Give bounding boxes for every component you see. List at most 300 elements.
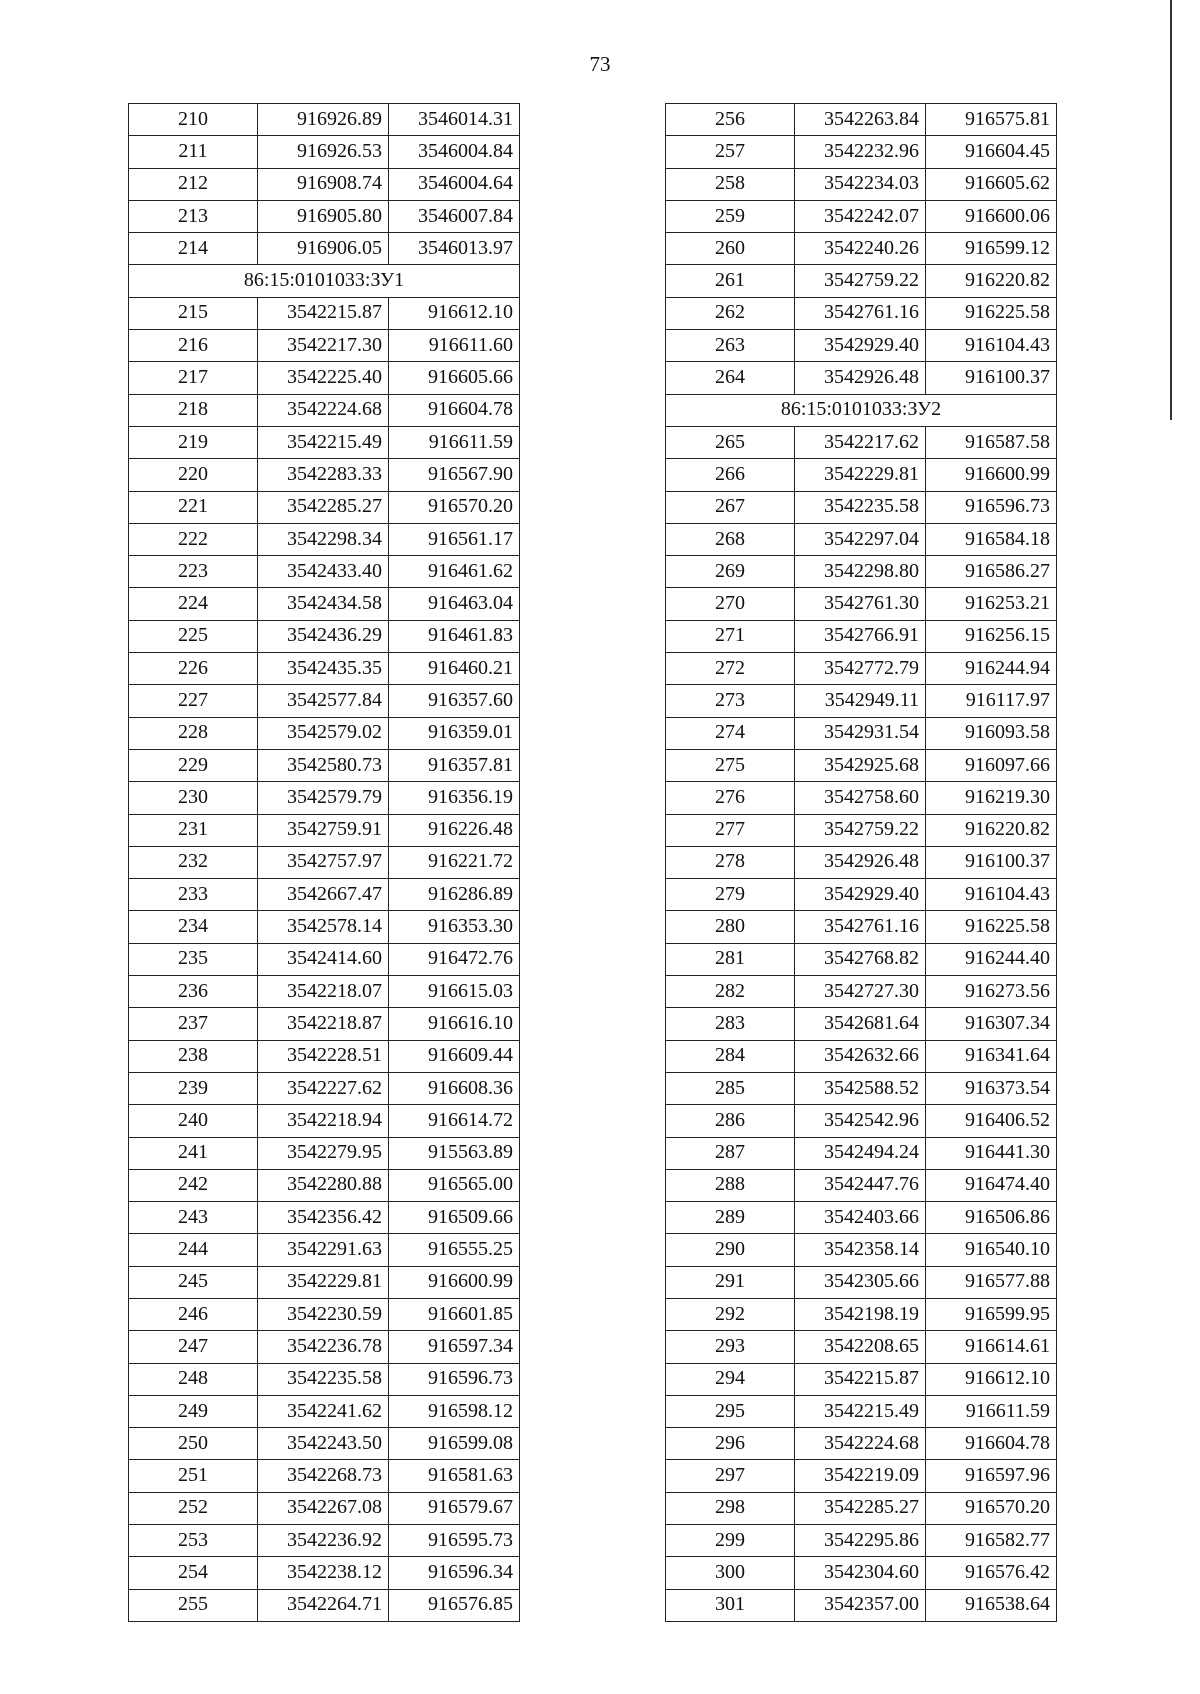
coordinate-a-cell: 3542215.87 — [258, 297, 389, 329]
coordinate-a-cell: 3542219.09 — [795, 1460, 926, 1492]
coordinate-b-cell: 916474.40 — [926, 1169, 1057, 1201]
coordinate-a-cell: 3542217.62 — [795, 426, 926, 458]
coordinate-b-cell: 916225.58 — [926, 911, 1057, 943]
coordinate-b-cell: 916273.56 — [926, 976, 1057, 1008]
point-number-cell: 275 — [666, 749, 795, 781]
coordinate-b-cell: 916600.06 — [926, 200, 1057, 232]
table-row — [129, 1460, 520, 1492]
coordinate-a-cell: 3542235.58 — [795, 491, 926, 523]
coordinate-b-cell: 3546014.31 — [389, 104, 520, 136]
point-number-cell: 247 — [129, 1331, 258, 1363]
coordinate-b-cell: 916220.82 — [926, 265, 1057, 297]
point-number-cell: 222 — [129, 523, 258, 555]
coordinate-b-cell: 916604.45 — [926, 136, 1057, 168]
point-number-cell: 226 — [129, 653, 258, 685]
coordinate-b-cell: 916220.82 — [926, 814, 1057, 846]
coordinate-a-cell: 3542542.96 — [795, 1105, 926, 1137]
table-row — [666, 1557, 1057, 1589]
table-row — [666, 1234, 1057, 1266]
point-number-cell: 289 — [666, 1202, 795, 1234]
coordinate-a-cell: 3542229.81 — [795, 459, 926, 491]
coordinate-a-cell: 3542759.22 — [795, 814, 926, 846]
table-row — [666, 976, 1057, 1008]
point-number-cell: 274 — [666, 717, 795, 749]
coordinate-b-cell: 916609.44 — [389, 1040, 520, 1072]
table-row — [666, 943, 1057, 975]
point-number-cell: 293 — [666, 1331, 795, 1363]
coordinate-a-cell: 3542218.07 — [258, 976, 389, 1008]
point-number-cell: 259 — [666, 200, 795, 232]
point-number-cell: 244 — [129, 1234, 258, 1266]
table-row — [666, 1363, 1057, 1395]
coordinate-a-cell: 3542264.71 — [258, 1589, 389, 1621]
table-row — [129, 1298, 520, 1330]
table-row — [129, 976, 520, 1008]
coordinate-b-cell: 916599.08 — [389, 1428, 520, 1460]
point-number-cell: 257 — [666, 136, 795, 168]
coordinate-a-cell: 3542215.49 — [795, 1395, 926, 1427]
table-row — [129, 846, 520, 878]
coordinate-b-cell: 916461.83 — [389, 620, 520, 652]
point-number-cell: 297 — [666, 1460, 795, 1492]
table-row — [666, 297, 1057, 329]
point-number-cell: 266 — [666, 459, 795, 491]
coordinate-a-cell: 3542236.78 — [258, 1331, 389, 1363]
table-row — [129, 491, 520, 523]
coordinate-a-cell: 3542588.52 — [795, 1072, 926, 1104]
section-header-row — [129, 265, 520, 297]
point-number-cell: 219 — [129, 426, 258, 458]
coordinate-b-cell: 916608.36 — [389, 1072, 520, 1104]
point-number-cell: 285 — [666, 1072, 795, 1104]
point-number-cell: 298 — [666, 1492, 795, 1524]
table-row — [129, 1137, 520, 1169]
coordinate-b-cell: 916506.86 — [926, 1202, 1057, 1234]
point-number-cell: 210 — [129, 104, 258, 136]
coordinate-a-cell: 3542285.27 — [258, 491, 389, 523]
table-row — [129, 1557, 520, 1589]
coordinate-a-cell: 3542304.60 — [795, 1557, 926, 1589]
coordinate-a-cell: 3542295.86 — [795, 1525, 926, 1557]
point-number-cell: 294 — [666, 1363, 795, 1395]
coordinate-b-cell: 3546004.84 — [389, 136, 520, 168]
table-row — [129, 814, 520, 846]
point-number-cell: 223 — [129, 556, 258, 588]
table-row — [666, 168, 1057, 200]
table-row — [129, 556, 520, 588]
point-number-cell: 235 — [129, 943, 258, 975]
table-row — [129, 943, 520, 975]
table-row — [666, 1492, 1057, 1524]
table-row — [129, 1266, 520, 1298]
coordinate-a-cell: 3542357.00 — [795, 1589, 926, 1621]
table-row — [666, 491, 1057, 523]
point-number-cell: 224 — [129, 588, 258, 620]
coordinate-a-cell: 916926.53 — [258, 136, 389, 168]
section-cadastral-number: 86:15:0101033:ЗУ1 — [129, 265, 520, 297]
table-row — [666, 1040, 1057, 1072]
coordinate-a-cell: 3542241.62 — [258, 1395, 389, 1427]
coordinate-a-cell: 3542759.22 — [795, 265, 926, 297]
coordinate-a-cell: 3542267.08 — [258, 1492, 389, 1524]
table-row — [666, 1105, 1057, 1137]
coordinate-b-cell: 916538.64 — [926, 1589, 1057, 1621]
coordinate-b-cell: 916540.10 — [926, 1234, 1057, 1266]
coordinate-b-cell: 916357.81 — [389, 749, 520, 781]
page-number: 73 — [589, 52, 611, 76]
coordinate-a-cell: 3542218.87 — [258, 1008, 389, 1040]
coordinate-a-cell: 3542434.58 — [258, 588, 389, 620]
coordinates-table-left — [128, 103, 520, 1622]
table-row — [666, 782, 1057, 814]
table-row — [666, 265, 1057, 297]
coordinate-a-cell: 3542283.33 — [258, 459, 389, 491]
coordinate-b-cell: 916596.34 — [389, 1557, 520, 1589]
coordinate-a-cell: 916926.89 — [258, 104, 389, 136]
point-number-cell: 220 — [129, 459, 258, 491]
table-row — [666, 1428, 1057, 1460]
table-row — [666, 814, 1057, 846]
table-row — [129, 749, 520, 781]
point-number-cell: 211 — [129, 136, 258, 168]
table-row — [129, 1202, 520, 1234]
point-number-cell: 281 — [666, 943, 795, 975]
point-number-cell: 228 — [129, 717, 258, 749]
coordinate-a-cell: 916908.74 — [258, 168, 389, 200]
point-number-cell: 296 — [666, 1428, 795, 1460]
coordinate-a-cell: 3542681.64 — [795, 1008, 926, 1040]
coordinate-b-cell: 916226.48 — [389, 814, 520, 846]
table-row — [129, 1008, 520, 1040]
coordinate-a-cell: 3542238.12 — [258, 1557, 389, 1589]
coordinate-b-cell: 916225.58 — [926, 297, 1057, 329]
point-number-cell: 233 — [129, 879, 258, 911]
coordinate-a-cell: 3542579.02 — [258, 717, 389, 749]
table-row — [129, 200, 520, 232]
coordinate-a-cell: 3542580.73 — [258, 749, 389, 781]
coordinate-a-cell: 3542240.26 — [795, 233, 926, 265]
table-row — [666, 200, 1057, 232]
point-number-cell: 261 — [666, 265, 795, 297]
point-number-cell: 272 — [666, 653, 795, 685]
coordinate-b-cell: 916100.37 — [926, 846, 1057, 878]
table-row — [129, 459, 520, 491]
point-number-cell: 212 — [129, 168, 258, 200]
coordinate-b-cell: 916104.43 — [926, 330, 1057, 362]
point-number-cell: 252 — [129, 1492, 258, 1524]
point-number-cell: 225 — [129, 620, 258, 652]
coordinate-b-cell: 916576.85 — [389, 1589, 520, 1621]
coordinate-b-cell: 916611.59 — [926, 1395, 1057, 1427]
coordinate-a-cell: 3542280.88 — [258, 1169, 389, 1201]
coordinate-b-cell: 916463.04 — [389, 588, 520, 620]
coordinate-b-cell: 916097.66 — [926, 749, 1057, 781]
point-number-cell: 221 — [129, 491, 258, 523]
table-row — [666, 1008, 1057, 1040]
coordinate-b-cell: 916570.20 — [389, 491, 520, 523]
coordinate-b-cell: 916611.59 — [389, 426, 520, 458]
coordinate-a-cell: 3542358.14 — [795, 1234, 926, 1266]
coordinate-b-cell: 916604.78 — [926, 1428, 1057, 1460]
coordinate-b-cell: 916581.63 — [389, 1460, 520, 1492]
point-number-cell: 250 — [129, 1428, 258, 1460]
coordinate-a-cell: 3542263.84 — [795, 104, 926, 136]
coordinate-a-cell: 3542356.42 — [258, 1202, 389, 1234]
coordinate-b-cell: 916093.58 — [926, 717, 1057, 749]
coordinate-b-cell: 3546007.84 — [389, 200, 520, 232]
point-number-cell: 215 — [129, 297, 258, 329]
coordinate-a-cell: 3542235.58 — [258, 1363, 389, 1395]
coordinate-b-cell: 916587.58 — [926, 426, 1057, 458]
coordinate-a-cell: 3542761.16 — [795, 911, 926, 943]
point-number-cell: 273 — [666, 685, 795, 717]
point-number-cell: 240 — [129, 1105, 258, 1137]
point-number-cell: 245 — [129, 1266, 258, 1298]
coordinate-a-cell: 3542766.91 — [795, 620, 926, 652]
coordinate-b-cell: 916555.25 — [389, 1234, 520, 1266]
coordinate-b-cell: 916600.99 — [389, 1266, 520, 1298]
coordinate-b-cell: 916597.96 — [926, 1460, 1057, 1492]
coordinate-b-cell: 916596.73 — [389, 1363, 520, 1395]
coordinate-b-cell: 916614.61 — [926, 1331, 1057, 1363]
coordinate-a-cell: 3542433.40 — [258, 556, 389, 588]
table-row — [129, 1525, 520, 1557]
point-number-cell: 232 — [129, 846, 258, 878]
coordinate-a-cell: 3542218.94 — [258, 1105, 389, 1137]
point-number-cell: 251 — [129, 1460, 258, 1492]
coordinate-b-cell: 916605.62 — [926, 168, 1057, 200]
table-row — [129, 104, 520, 136]
coordinate-b-cell: 916601.85 — [389, 1298, 520, 1330]
coordinate-b-cell: 916221.72 — [389, 846, 520, 878]
coordinate-a-cell: 3542436.29 — [258, 620, 389, 652]
point-number-cell: 243 — [129, 1202, 258, 1234]
coordinate-a-cell: 3542926.48 — [795, 362, 926, 394]
coordinate-b-cell: 916599.95 — [926, 1298, 1057, 1330]
coordinate-b-cell: 916357.60 — [389, 685, 520, 717]
coordinates-table-right — [665, 103, 1057, 1622]
point-number-cell: 263 — [666, 330, 795, 362]
table-row — [129, 233, 520, 265]
coordinate-b-cell: 916341.64 — [926, 1040, 1057, 1072]
coordinate-b-cell: 916598.12 — [389, 1395, 520, 1427]
table-row — [129, 1105, 520, 1137]
coordinate-b-cell: 916565.00 — [389, 1169, 520, 1201]
point-number-cell: 264 — [666, 362, 795, 394]
coordinate-a-cell: 3542285.27 — [795, 1492, 926, 1524]
point-number-cell: 269 — [666, 556, 795, 588]
table-row — [666, 588, 1057, 620]
coordinate-a-cell: 3542232.96 — [795, 136, 926, 168]
coordinate-b-cell: 916561.17 — [389, 523, 520, 555]
table-row — [129, 588, 520, 620]
point-number-cell: 260 — [666, 233, 795, 265]
coordinate-a-cell: 3542757.97 — [258, 846, 389, 878]
coordinate-a-cell: 3542494.24 — [795, 1137, 926, 1169]
table-row — [666, 911, 1057, 943]
coordinate-a-cell: 3542198.19 — [795, 1298, 926, 1330]
coordinate-b-cell: 916615.03 — [389, 976, 520, 1008]
coordinate-b-cell: 916244.94 — [926, 653, 1057, 685]
point-number-cell: 301 — [666, 1589, 795, 1621]
table-row — [666, 1202, 1057, 1234]
coordinate-b-cell: 916586.27 — [926, 556, 1057, 588]
coordinate-a-cell: 3542279.95 — [258, 1137, 389, 1169]
coordinate-b-cell: 916575.81 — [926, 104, 1057, 136]
point-number-cell: 231 — [129, 814, 258, 846]
section-cadastral-number: 86:15:0101033:ЗУ2 — [666, 394, 1057, 426]
coordinate-a-cell: 3542225.40 — [258, 362, 389, 394]
point-number-cell: 230 — [129, 782, 258, 814]
table-row — [129, 426, 520, 458]
table-row — [129, 1169, 520, 1201]
coordinate-a-cell: 3542447.76 — [795, 1169, 926, 1201]
point-number-cell: 291 — [666, 1266, 795, 1298]
coordinate-a-cell: 3542667.47 — [258, 879, 389, 911]
coordinate-a-cell: 3542579.79 — [258, 782, 389, 814]
point-number-cell: 253 — [129, 1525, 258, 1557]
coordinate-b-cell: 916406.52 — [926, 1105, 1057, 1137]
table-row — [666, 653, 1057, 685]
table-row — [129, 653, 520, 685]
coordinate-b-cell: 916286.89 — [389, 879, 520, 911]
coordinate-b-cell: 916253.21 — [926, 588, 1057, 620]
table-row — [129, 1589, 520, 1621]
coordinate-b-cell: 916353.30 — [389, 911, 520, 943]
point-number-cell: 246 — [129, 1298, 258, 1330]
point-number-cell: 227 — [129, 685, 258, 717]
point-number-cell: 282 — [666, 976, 795, 1008]
table-row — [129, 685, 520, 717]
table-row — [666, 459, 1057, 491]
table-row — [666, 136, 1057, 168]
table-row — [666, 362, 1057, 394]
coordinate-a-cell: 3542403.66 — [795, 1202, 926, 1234]
coordinate-a-cell: 3542772.79 — [795, 653, 926, 685]
section-header-row — [666, 394, 1057, 426]
coordinate-b-cell: 916616.10 — [389, 1008, 520, 1040]
coordinate-b-cell: 916579.67 — [389, 1492, 520, 1524]
coordinate-a-cell: 3542227.62 — [258, 1072, 389, 1104]
coordinate-b-cell: 916244.40 — [926, 943, 1057, 975]
coordinate-a-cell: 3542236.92 — [258, 1525, 389, 1557]
coordinate-a-cell: 916906.05 — [258, 233, 389, 265]
point-number-cell: 236 — [129, 976, 258, 1008]
table-row — [666, 104, 1057, 136]
point-number-cell: 287 — [666, 1137, 795, 1169]
coordinate-a-cell: 3542759.91 — [258, 814, 389, 846]
point-number-cell: 271 — [666, 620, 795, 652]
point-number-cell: 242 — [129, 1169, 258, 1201]
point-number-cell: 213 — [129, 200, 258, 232]
coordinate-a-cell: 3542208.65 — [795, 1331, 926, 1363]
point-number-cell: 277 — [666, 814, 795, 846]
table-row — [666, 1525, 1057, 1557]
point-number-cell: 256 — [666, 104, 795, 136]
table-row — [129, 523, 520, 555]
point-number-cell: 290 — [666, 1234, 795, 1266]
coordinate-a-cell: 3542949.11 — [795, 685, 926, 717]
coordinate-a-cell: 3542305.66 — [795, 1266, 926, 1298]
coordinate-a-cell: 3542929.40 — [795, 330, 926, 362]
point-number-cell: 238 — [129, 1040, 258, 1072]
coordinate-a-cell: 3542435.35 — [258, 653, 389, 685]
point-number-cell: 249 — [129, 1395, 258, 1427]
table-row — [666, 1169, 1057, 1201]
point-number-cell: 284 — [666, 1040, 795, 1072]
coordinate-a-cell: 3542577.84 — [258, 685, 389, 717]
point-number-cell: 255 — [129, 1589, 258, 1621]
point-number-cell: 295 — [666, 1395, 795, 1427]
table-row — [129, 168, 520, 200]
coordinate-a-cell: 3542761.16 — [795, 297, 926, 329]
coordinate-b-cell: 916605.66 — [389, 362, 520, 394]
coordinate-a-cell: 3542298.80 — [795, 556, 926, 588]
coordinate-b-cell: 916441.30 — [926, 1137, 1057, 1169]
coordinate-b-cell: 915563.89 — [389, 1137, 520, 1169]
table-row — [129, 1492, 520, 1524]
table-row — [666, 1072, 1057, 1104]
coordinate-b-cell: 916576.42 — [926, 1557, 1057, 1589]
coordinate-b-cell: 916596.73 — [926, 491, 1057, 523]
coordinate-a-cell: 3542217.30 — [258, 330, 389, 362]
table-row — [666, 1266, 1057, 1298]
coordinate-b-cell: 916577.88 — [926, 1266, 1057, 1298]
coordinate-b-cell: 916614.72 — [389, 1105, 520, 1137]
table-row — [129, 136, 520, 168]
coordinate-a-cell: 3542727.30 — [795, 976, 926, 1008]
table-row — [129, 1072, 520, 1104]
point-number-cell: 280 — [666, 911, 795, 943]
table-row — [129, 782, 520, 814]
table-row — [666, 1331, 1057, 1363]
coordinate-a-cell: 3542578.14 — [258, 911, 389, 943]
coordinate-a-cell: 3542925.68 — [795, 749, 926, 781]
coordinate-a-cell: 3542224.68 — [795, 1428, 926, 1460]
table-row — [129, 620, 520, 652]
point-number-cell: 217 — [129, 362, 258, 394]
coordinate-b-cell: 3546004.64 — [389, 168, 520, 200]
table-row — [666, 1298, 1057, 1330]
point-number-cell: 248 — [129, 1363, 258, 1395]
coordinate-a-cell: 3542230.59 — [258, 1298, 389, 1330]
table-row — [129, 717, 520, 749]
coordinate-b-cell: 916356.19 — [389, 782, 520, 814]
coordinate-b-cell: 916461.62 — [389, 556, 520, 588]
coordinate-b-cell: 916117.97 — [926, 685, 1057, 717]
coordinate-a-cell: 3542215.49 — [258, 426, 389, 458]
coordinate-a-cell: 3542234.03 — [795, 168, 926, 200]
coordinate-b-cell: 916604.78 — [389, 394, 520, 426]
point-number-cell: 214 — [129, 233, 258, 265]
table-row — [129, 879, 520, 911]
coordinate-b-cell: 916472.76 — [389, 943, 520, 975]
point-number-cell: 216 — [129, 330, 258, 362]
point-number-cell: 241 — [129, 1137, 258, 1169]
point-number-cell: 288 — [666, 1169, 795, 1201]
table-row — [666, 426, 1057, 458]
point-number-cell: 258 — [666, 168, 795, 200]
coordinate-b-cell: 916595.73 — [389, 1525, 520, 1557]
coordinate-a-cell: 3542229.81 — [258, 1266, 389, 1298]
table-row — [666, 846, 1057, 878]
coordinate-b-cell: 916612.10 — [926, 1363, 1057, 1395]
point-number-cell: 234 — [129, 911, 258, 943]
coordinate-b-cell: 916460.21 — [389, 653, 520, 685]
coordinate-b-cell: 916611.60 — [389, 330, 520, 362]
coordinate-a-cell: 916905.80 — [258, 200, 389, 232]
table-row — [129, 1234, 520, 1266]
